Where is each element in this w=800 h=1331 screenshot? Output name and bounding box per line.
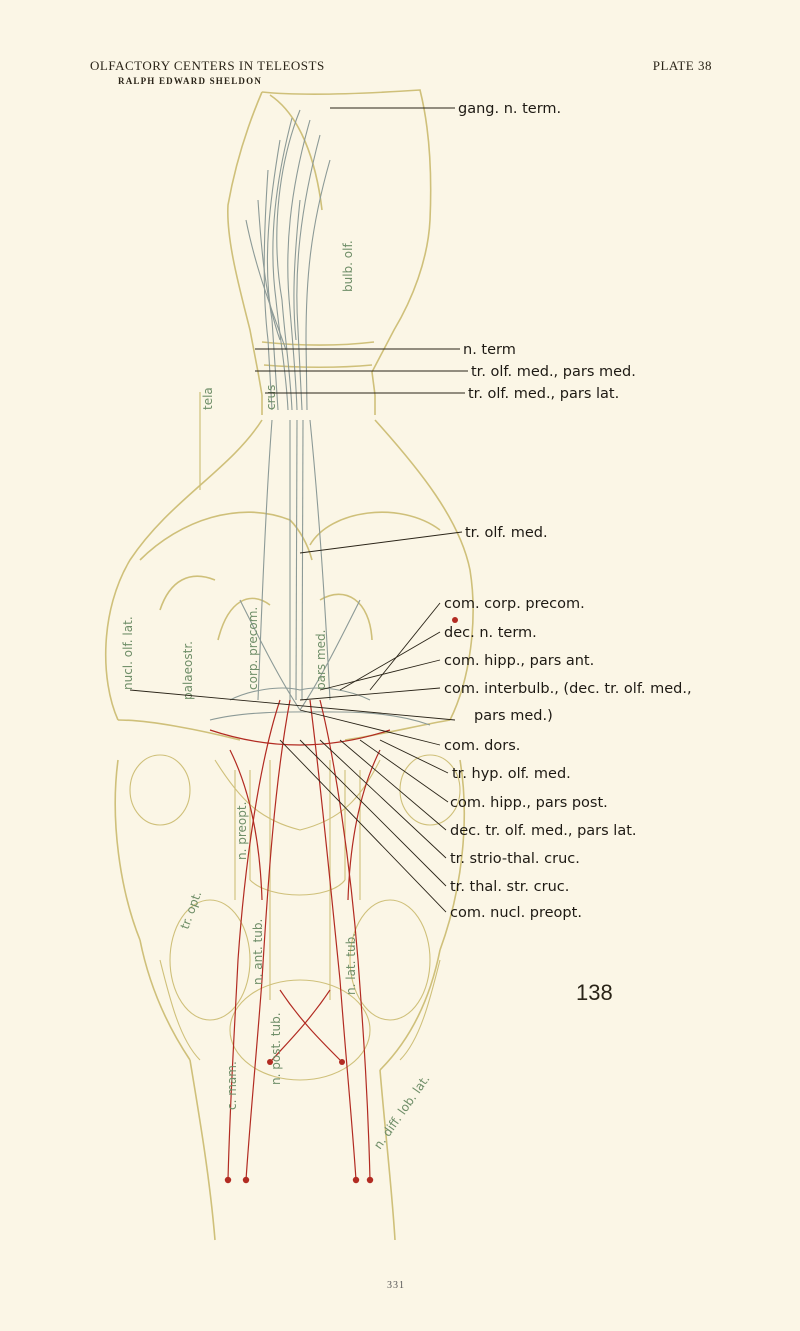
label-dec-n-term: dec. n. term.	[444, 625, 537, 641]
running-title: OLFACTORY CENTERS IN TELEOSTS	[90, 58, 325, 73]
label-pars-med: pars med.	[314, 629, 328, 690]
label-n-term: n. term	[463, 342, 516, 358]
label-com-corp-precom: com. corp. precom.	[444, 596, 585, 612]
forebrain-outline	[106, 420, 473, 1240]
label-hyp-lat: n. lat. tub.	[344, 933, 358, 995]
olfactory-bulb-outline	[228, 90, 431, 415]
label-tela: tela	[201, 387, 215, 410]
label-tr-strio-thal-cruc: tr. strio-thal. cruc.	[450, 851, 580, 867]
label-n-ant-tub: n. ant. tub.	[251, 918, 265, 985]
label-c-mam: c. mam.	[225, 1061, 239, 1110]
label-tr-thal-str-cruc: tr. thal. str. cruc.	[450, 879, 570, 895]
label-com-hipp-pars-ant: com. hipp., pars ant.	[444, 653, 595, 669]
label-n-post-tub: n. post. tub.	[269, 1012, 283, 1085]
label-corp-precom: corp. precom.	[246, 606, 260, 690]
bulb-fibers	[246, 110, 330, 410]
label-n-diff-lob-lat: n. diff. lob. lat.	[370, 1072, 433, 1152]
label-tr-hyp-olf-med: tr. hyp. olf. med.	[452, 766, 571, 782]
page-number: 331	[387, 1280, 405, 1291]
label-com-hipp-pars-post: com. hipp., pars post.	[450, 795, 608, 811]
label-tr-olf-med-pars-med: tr. olf. med., pars med.	[471, 364, 636, 380]
label-dec-tr-olf-med-pars-lat: dec. tr. olf. med., pars lat.	[450, 823, 637, 839]
label-tr-olf-med-pars-lat: tr. olf. med., pars lat.	[468, 386, 620, 402]
label-com-dors: com. dors.	[444, 738, 521, 754]
label-com-nucl-preopt: com. nucl. preopt.	[450, 905, 582, 921]
label-n-preopt: n. preopt.	[235, 801, 249, 860]
label-nucl-olf-lat: nucl. olf. lat.	[121, 616, 135, 690]
leader-lines	[130, 108, 468, 912]
figure-number: 138	[576, 980, 613, 1005]
label-tr-opt: tr. opt.	[177, 888, 205, 932]
label-palaeostr: palaeostr.	[181, 641, 195, 700]
label-tr-olf-med: tr. olf. med.	[465, 525, 548, 541]
label-bulb-olf: bulb. olf.	[341, 240, 355, 292]
label-com-interbulb-line1: com. interbulb., (dec. tr. olf. med.,	[444, 681, 692, 697]
label-crus: crus	[264, 384, 278, 410]
label-gang-n-term: gang. n. term.	[458, 101, 562, 117]
author-line: RALPH EDWARD SHELDON	[118, 76, 263, 86]
label-com-interbulb-line2: pars med.)	[474, 708, 553, 724]
plate-number: PLATE 38	[652, 58, 712, 73]
